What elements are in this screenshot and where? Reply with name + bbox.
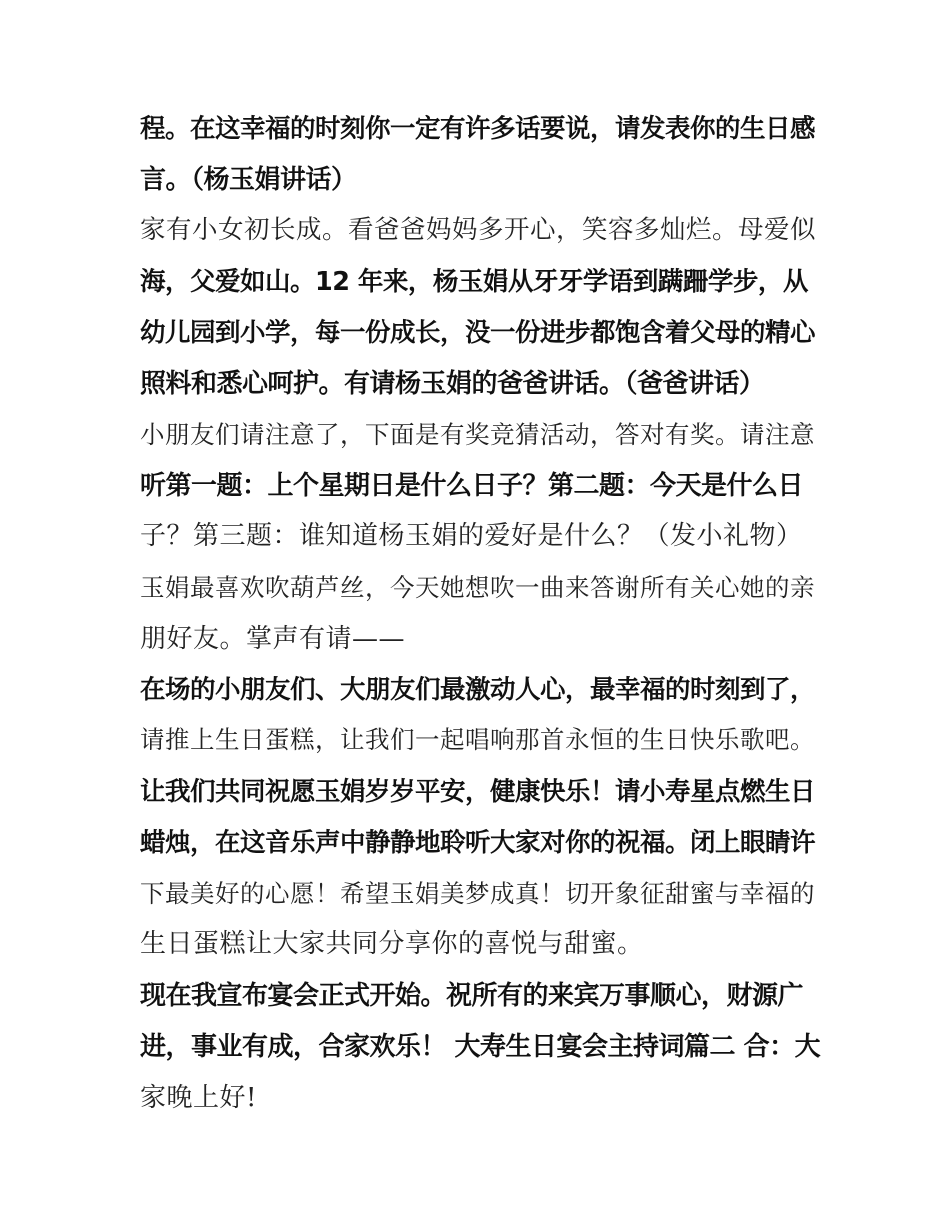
text-line-9: 子？第三题：谁知道杨玉娟的爱好是什么？（发小礼物）: [140, 521, 803, 551]
text-line-5: 幼儿园到小学，每一份成长，没一份进步都饱含着父母的精心: [140, 318, 816, 348]
text-line-20: 家晚上好!: [140, 1083, 257, 1113]
text-line-10: 玉娟最喜欢吹葫芦丝，今天她想吹一曲来答谢所有关心她的亲: [140, 573, 815, 602]
text-line-18: 现在我宣布宴会正式开始。祝所有的来宾万事顺心，财源广: [140, 981, 804, 1011]
text-line-3: 家有小女初长成。看爸爸妈妈多开心，笑容多灿烂。母爱似: [140, 215, 817, 245]
text-line-11: 朋好友。掌声有请——: [140, 624, 406, 654]
text-line-2: 言。（杨玉娟讲话）: [140, 165, 357, 195]
text-line-6: 照料和悉心呵护。有请杨玉娟的爸爸讲话。（爸爸讲话）: [140, 369, 765, 399]
text-line-14: 让我们共同祝愿玉娟岁岁平安，健康快乐！请小寿星点燃生日: [140, 777, 816, 807]
text-line-19: 进，事业有成，合家欢乐！ 大寿生日宴会主持词篇二 合：大: [140, 1032, 821, 1062]
text-line-12: 在场的小朋友们、大朋友们最激动人心，最幸福的时刻到了，: [140, 675, 816, 705]
text-line-7: 小朋友们请注意了，下面是有奖竞猜活动，答对有奖。请注意: [140, 420, 815, 449]
text-line-1: 程。在这幸福的时刻你一定有许多话要说，请发表你的生日感: [140, 114, 816, 144]
text-line-4: 海，父爱如山。12 年来，杨玉娟从牙牙学语到蹒跚学步，从: [140, 267, 808, 297]
text-line-16: 下最美好的心愿！希望玉娟美梦成真！切开象征甜蜜与幸福的: [140, 879, 815, 908]
text-line-15: 蜡烛，在这音乐声中静静地聆听大家对你的祝福。闭上眼睛许: [140, 828, 816, 858]
text-line-13: 请推上生日蛋糕，让我们一起唱响那首永恒的生日快乐歌吧。: [140, 725, 815, 754]
text-line-8: 听第一题：上个星期日是什么日子？第二题：今天是什么日: [140, 471, 804, 501]
text-line-17: 生日蛋糕让大家共同分享你的喜悦与甜蜜。: [140, 929, 644, 959]
